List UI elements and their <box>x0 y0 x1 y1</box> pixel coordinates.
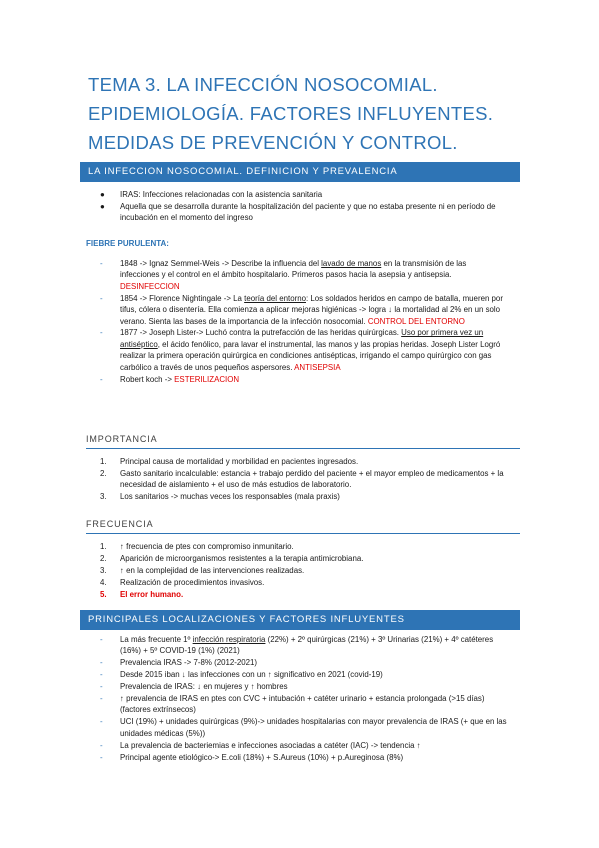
list-item: - Robert koch -> ESTERILIZACION <box>100 374 240 384</box>
importancia-list <box>90 456 520 503</box>
list-item: 2. Gasto sanitario incalculable: estancia + trabajo perdido del paciente + el mayor empleo de medicamentos + la necesidad de aislamiento + el uso de más estudios de laboratorio. <box>100 468 504 490</box>
subheading-fiebre-purulenta: FIEBRE PURULENTA: <box>86 239 169 248</box>
list-item: - 1848 -> Ignaz Semmel-Weis -> Describe la influencia del lavado de manos en la transmisión de las infecciones y el control en el ámbito hospitalario. Primeros pasos hacia la asepsia y antisepsia. DESINFECCION <box>100 259 467 291</box>
list-item: - ↑ prevalencia de IRAS en ptes con CVC + intubación + catéter urinario + estancia prolongada (>15 días) (factores extrínsecos) <box>100 694 485 715</box>
definition-bullet-list <box>90 189 520 224</box>
list-item: - Prevalencia de IRAS: ↓ en mujeres y ↑ hombres <box>100 682 288 692</box>
list-item: 3. ↑ en la complejidad de las intervenciones realizadas. <box>100 565 305 575</box>
list-item: ● Aquella que se desarrolla durante la hospitalización del paciente y que no estaba presente ni en período de incubación en el momento del ingreso <box>100 201 496 223</box>
title-line-3: MEDIDAS DE PREVENCIÓN Y CONTROL. <box>88 132 458 153</box>
list-item: - Desde 2015 iban ↓ las infecciones con un ↑ significativo en 2021 (covid-19) <box>100 670 383 680</box>
frecuencia-list <box>90 541 520 601</box>
localizaciones-list <box>90 634 515 763</box>
list-item: - Prevalencia IRAS -> 7-8% (2012-2021) <box>100 658 258 668</box>
history-list <box>90 258 505 385</box>
list-item: 3. Los sanitarios -> muchas veces los responsables (mala praxis) <box>100 492 340 502</box>
list-item: ● IRAS: Infecciones relacionadas con la asistencia sanitaria <box>100 190 323 199</box>
section-heading-localizaciones: PRINCIPALES LOCALIZACIONES Y FACTORES INFLUYENTES <box>80 610 520 630</box>
section-heading-definicion: LA INFECCION NOSOCOMIAL. DEFINICION Y PREVALENCIA <box>80 162 520 182</box>
section-heading-frecuencia: FRECUENCIA <box>86 519 520 534</box>
list-item: - Principal agente etiológico-> E.coli (18%) + S.Aureus (10%) + p.Aureginosa (8%) <box>100 752 404 762</box>
list-item: 5. El error humano. <box>100 589 184 599</box>
list-item: - La prevalencia de bacteriemias e infecciones asociadas a catéter (IAC) -> tendencia ↑ <box>100 740 421 750</box>
page-title <box>88 70 558 157</box>
list-item: - UCI (19%) + unidades quirúrgicas (9%)-> unidades hospitalarias con mayor prevalencia de IRAS (+ que en las unidades médicas (5%)) <box>100 717 507 738</box>
list-item: 1. Principal causa de mortalidad y morbilidad en pacientes ingresados. <box>100 457 359 466</box>
list-item: - La más frecuente 1º infección respiratoria (22%) + 2º quirúrgicas (21%) + 3º Urinarias (21%) + 4º catéteres (16%) + 5º COVID-19 (1%) (2021) <box>100 635 494 656</box>
list-item: - 1877 -> Joseph Lister-> Luchó contra la putrefacción de las heridas quirúrgicas. Uso por primera vez un antiséptico, el ácido fenólico, para lavar el instrumental, las manos y las propias heridas. Joseph Lister Logró realizar la primera operación quirúrgica en condiciones antisépticas, irrigando el campo quirúrgico con gas carbólico a través de unos pequeños aspersores. ANTISEPSIA <box>100 328 501 372</box>
list-item: 4. Realización de procedimientos invasivos. <box>100 577 265 587</box>
list-item: 2. Aparición de microorganismos resistentes a la terapia antimicrobiana. <box>100 553 364 563</box>
title-line-2: EPIDEMIOLOGÍA. FACTORES INFLUYENTES. <box>88 103 494 124</box>
section-heading-importancia: IMPORTANCIA <box>86 434 520 449</box>
bullet-icon: ● <box>100 201 105 211</box>
bullet-icon: ● <box>100 190 105 199</box>
title-line-1: TEMA 3. LA INFECCIÓN NOSOCOMIAL. <box>88 74 438 95</box>
list-item: 1. ↑ frecuencia de ptes con compromiso inmunitario. <box>100 542 294 551</box>
list-item: - 1854 -> Florence Nightingale -> La teoría del entorno: Los soldados heridos en campo de batalla, mueren por tifus, cólera o disentería. Ella comienza a aplicar mejoras higiénicas -> logra ↓ la mortalidad al 2% en un solo verano. Sienta las bases de la importancia de la infección nosocomial. CONTROL DEL ENTORNO <box>100 293 503 326</box>
